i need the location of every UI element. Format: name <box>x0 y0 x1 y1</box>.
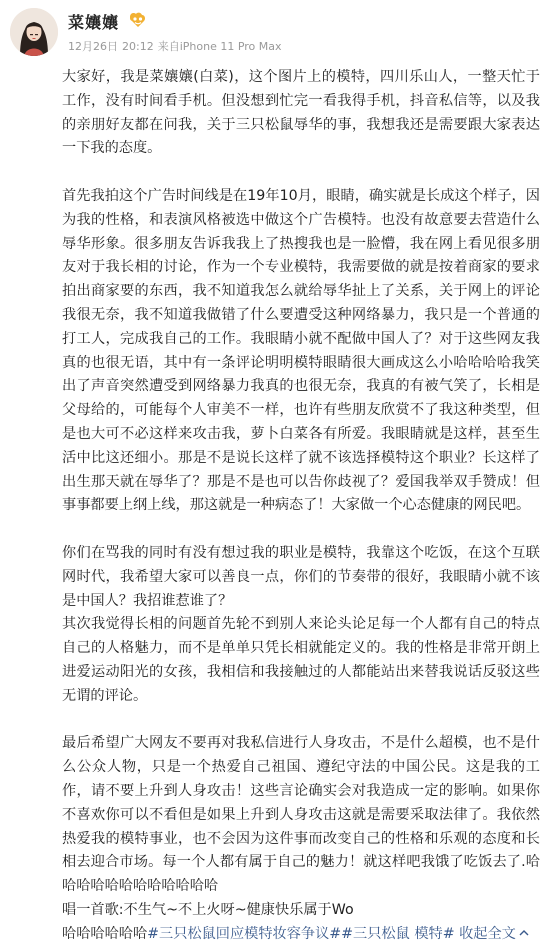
collapse-link[interactable] <box>459 926 529 942</box>
paragraph-profession: 你们在骂我的同时有没有想过我的职业是模特，我靠这个吃饭，在这个互联网时代，我希望大家可以善良一点，你们的节奏带的很好，我眼睛小就不该是中国人？我招谁惹谁了？ <box>62 544 540 609</box>
post-time: 20:12 <box>122 40 154 53</box>
paragraph-closing: 最后希望广大网友不要再对我私信进行人身攻击，不是什么超模，也不是什么公众人物，只是一个热爱自己祖国、遵纪守法的中国公民。这是我的工作，请不要上升到人身攻击！这些言论确实会对我造成一定的影响。如果你不喜欢你可以不看但是如果上升到人身攻击这就是需要采取法律了。我依然热爱我的模特事业，也不会因为这件事而改变自己的性格和乐观的态度和长相去迎合市场。每一个人都有属于自己的魅力！就这样吧我饿了吃饭去了.哈哈哈哈哈哈哈哈哈哈哈哈 <box>62 735 540 895</box>
source-prefix: 来自 <box>157 40 180 53</box>
paragraph-intro: 大家好，我是菜孃孃(白菜)，这个图片上的模特，四川乐山人，一整天忙于工作，没有时间看手机。但没想到忙完一看我得手机，抖音私信等，以及我的亲朋好友都在问我，关于三只松鼠辱华的事，我想我还是需要跟大家表达一下我的态度。 <box>62 69 540 157</box>
hashtag-model[interactable]: #三只松鼠 模特# <box>341 925 455 942</box>
paragraph-appearance: 其次我觉得长相的问题首先轮不到别人来论头论足每一个人都有自己的特点自己的人格魅力，而不是单单只凭长相就能定义的。我的性格是非常开朗上进爱运动阳光的女孩，我相信和我接触过的人都能站出来替我说话反驳这些无谓的评论。 <box>62 616 540 704</box>
avatar[interactable] <box>10 8 58 56</box>
chevron-up-icon <box>519 929 529 937</box>
post-date: 12月26日 <box>68 40 118 53</box>
hashtag-response[interactable]: #三只松鼠回应模特妆容争议# <box>147 925 342 942</box>
paragraph-song: 唱一首歌:不生气~不上火呀~健康快乐属于Wo <box>62 901 354 918</box>
username[interactable]: 菜孃孃 <box>68 13 120 32</box>
collapse-label: 收起全文 <box>459 925 516 942</box>
post-meta <box>68 38 286 54</box>
vip-badge-icon[interactable] <box>128 11 148 29</box>
post-body <box>62 66 540 946</box>
post-footer <box>62 923 540 946</box>
source-device[interactable]: iPhone 11 Pro Max <box>179 40 282 53</box>
post-header <box>0 0 550 66</box>
footer-laugh: 哈哈哈哈哈哈 <box>62 925 148 942</box>
avatar-image <box>10 8 58 56</box>
paragraph-background: 首先我拍这个广告时间线是在19年10月，眼睛，确实就是长成这个样子，因为我的性格，和表演风格被选中做这个广告模特。也没有故意要去营造什么辱华形象。很多朋友告诉我我上了热搜我也是一脸懵，我在网上看见很多朋友对于我长相的讨论，作为一个专业模特，我需要做的就是按着商家的要求拍出商家要的东西，我不知道我怎么就给辱华扯上了关系，关于网上的评论我很无奈，我不知道我做错了什么要遭受这种网络暴力，我只是一个普通的打工人，完成我自己的工作。我眼睛小就不配做中国人了？对于这些网友我真的也很无语，其中有一条评论明明模特眼睛很大画成这么小哈哈哈哈我笑出了声音突然遭受到网络暴力我真的也很无奈，我真的有被气笑了，长相是父母给的，可能每个人审美不一样，也许有些朋友欣赏不了我这种类型，但是也大可不必这样来攻击我，萝卜白菜各有所爱。我眼睛就是这样，甚至生活中比这还细小。那是不是说长这样了就不该选择模特这个职业？长这样了出生那天就在辱华了？那是不是也可以告你歧视了？爱国我举双手赞成！但事事都要上纲上线，那这就是一种病态了！大家做一个心态健康的网民吧。 <box>62 187 540 514</box>
